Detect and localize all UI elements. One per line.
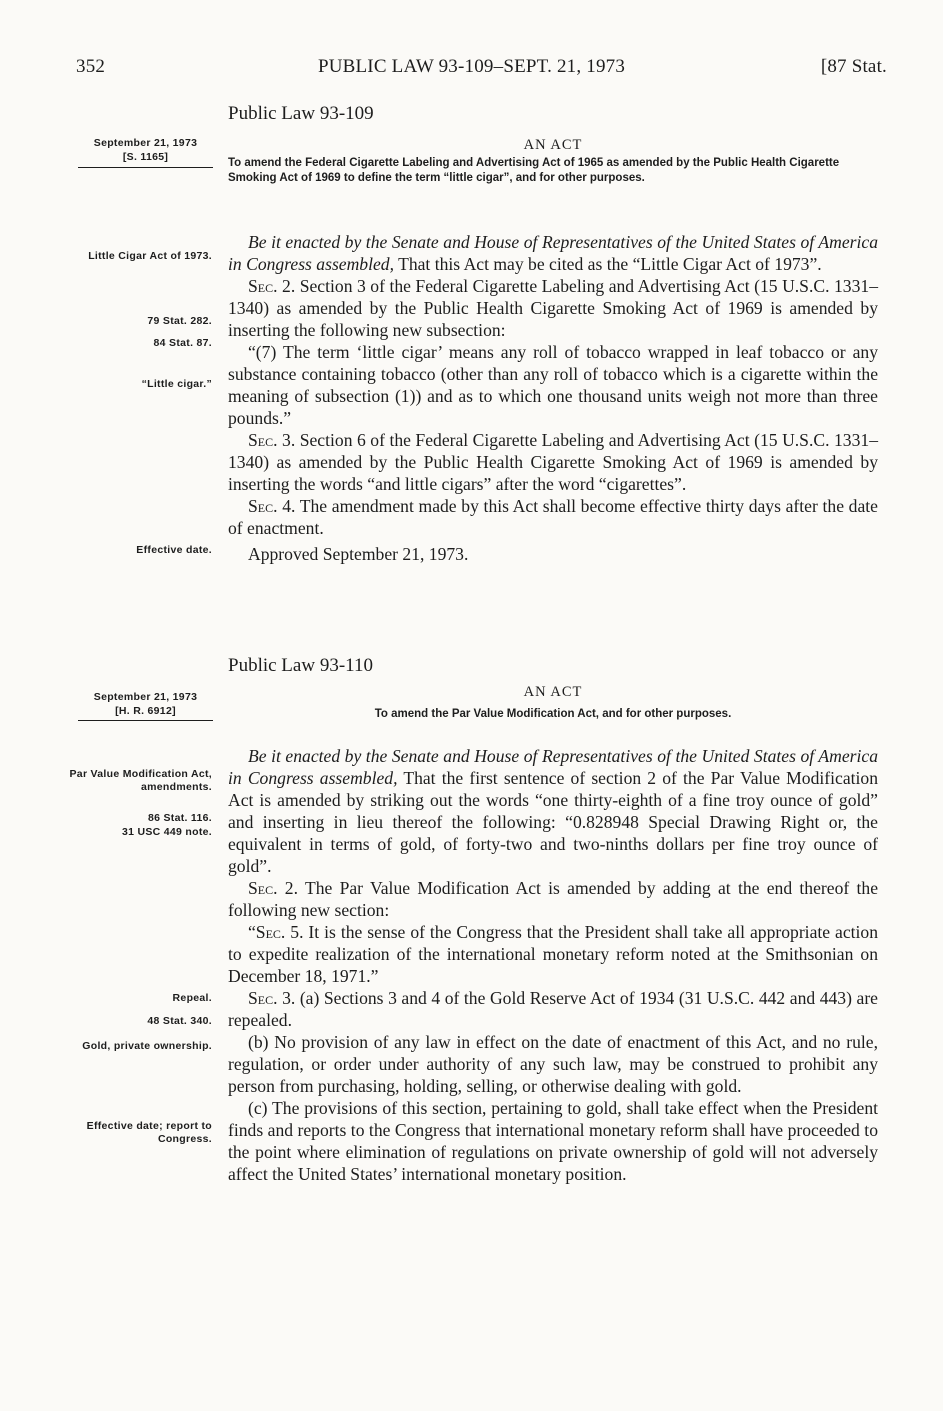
note-48-stat: 48 Stat. 340. [147,1015,212,1027]
law1-sec4: Sec. 4. The amendment made by this Act shall become effective thirty days after the date of enactment. [228,496,878,538]
law2-an-act: AN ACT [523,684,583,700]
note-84-stat: 84 Stat. 87. [153,337,212,349]
law2-sec3a: Sec. 3. (a) Sections 3 and 4 of the Gold Reserve Act of 1934 (31 U.S.C. 442 and 443) are repealed. [228,988,878,1030]
law2-date-block [78,690,213,718]
note-par-value: Par Value Modification Act, amendments. [69,768,212,793]
law1-approved: Approved September 21, 1973. [248,544,469,564]
note-31-usc: 31 USC 449 note. [122,826,212,838]
law2-title: Public Law 93-110 [228,655,373,676]
law1-sec2: Sec. 2. Section 3 of the Federal Cigarette Labeling and Advertising Act (15 U.S.C. 1331–1340) as amended by the Public Health Cigarette Smoking Act of 1969 is amended by inserting the following new subsection: [228,276,878,340]
law2-body [228,745,878,1185]
law1-an-act: AN ACT [523,137,583,153]
law1-purpose: To amend the Federal Cigarette Labeling and Advertising Act of 1965 as amended by the Public Health Cigarette Smoking Act of 1969 to define the term “little cigar”, and for other purposes. [228,157,840,184]
note-86-stat: 86 Stat. 116. [147,812,212,824]
law2-bill: [H. R. 6912] [115,705,176,717]
note-79-stat: 79 Stat. 282. [147,315,212,327]
law1-body [228,231,878,565]
law2-date: September 21, 1973 [93,691,198,703]
law1-enacting-clause: Be it enacted by the Senate and House of Representatives of the United States of America in Congress assembled, That this Act may be cited as the “Little Cigar Act of 1973”. [228,232,878,274]
law1-date-block [78,136,213,164]
running-title: PUBLIC LAW 93-109–SEPT. 21, 1973 [317,56,626,77]
law2-enacting-clause: Be it enacted by the Senate and House of Representatives of the United States of America in Congress assembled, That the first sentence of section 2 of the Par Value Modification Act is amended by striking out the words “one thirty-eighth of a fine troy ounce of gold” and inserting in lieu thereof the following: “0.828948 Special Drawing Right or, the equivalent in terms of gold, of forty-two and two-ninths dollars per fine troy ounce of gold”. [228,746,879,876]
law1-margin-rule [78,167,213,168]
note-effective-date: Effective date. [136,544,212,556]
law1-date: September 21, 1973 [93,137,198,149]
law2-sec5: “Sec. 5. It is the sense of the Congress that the President shall take all appropriate action to expedite realization of the international monetary reform noted at the Smithsonian on December 18, 1971.” [228,922,879,986]
law2-sec3b: (b) No provision of any law in effect on the date of enactment of this Act, and no rule, regulation, or order under authority of any such law, may be construed to prohibit any person from purchasing, holding, selling, or otherwise dealing with gold. [228,1032,878,1096]
law2-sec3c: (c) The provisions of this section, pertaining to gold, shall take effect when the President finds and reports to the Congress that international monetary reform shall have proceeded to the point where elimination of regulations on private ownership of gold will not adversely affect the United States’ international monetary position. [228,1098,878,1184]
law2-sec2: Sec. 2. The Par Value Modification Act is amended by adding at the end thereof the following new section: [228,878,878,920]
law2-margin-rule [78,720,213,721]
law2-purpose: To amend the Par Value Modification Act, and for other purposes. [374,708,732,720]
volume-label: [87 Stat. [820,56,887,77]
note-effective-report: Effective date; report to Congress. [86,1120,212,1145]
law1-sec3: Sec. 3. Section 6 of the Federal Cigarette Labeling and Advertising Act (15 U.S.C. 1331–1340) as amended by the Public Health Cigarette Smoking Act of 1969 is amended by inserting the words “and little cigars” after the word “cigarettes”. [228,430,878,494]
law1-sec2-quote: “(7) The term ‘little cigar’ means any roll of tobacco wrapped in leaf tobacco or any substance containing tobacco (other than any roll of tobacco which is a cigarette within the meaning of subsection (1)) and as to which one thousand units weigh not more than three pounds.” [228,342,878,428]
law1-bill: [S. 1165] [122,151,169,163]
note-little-cigar-def: “Little cigar.” [141,378,212,390]
note-repeal: Repeal. [172,992,212,1004]
note-gold-ownership: Gold, private ownership. [82,1040,212,1052]
note-little-cigar-act: Little Cigar Act of 1973. [88,250,212,262]
law1-title: Public Law 93-109 [228,103,374,124]
page-number: 352 [76,56,106,77]
